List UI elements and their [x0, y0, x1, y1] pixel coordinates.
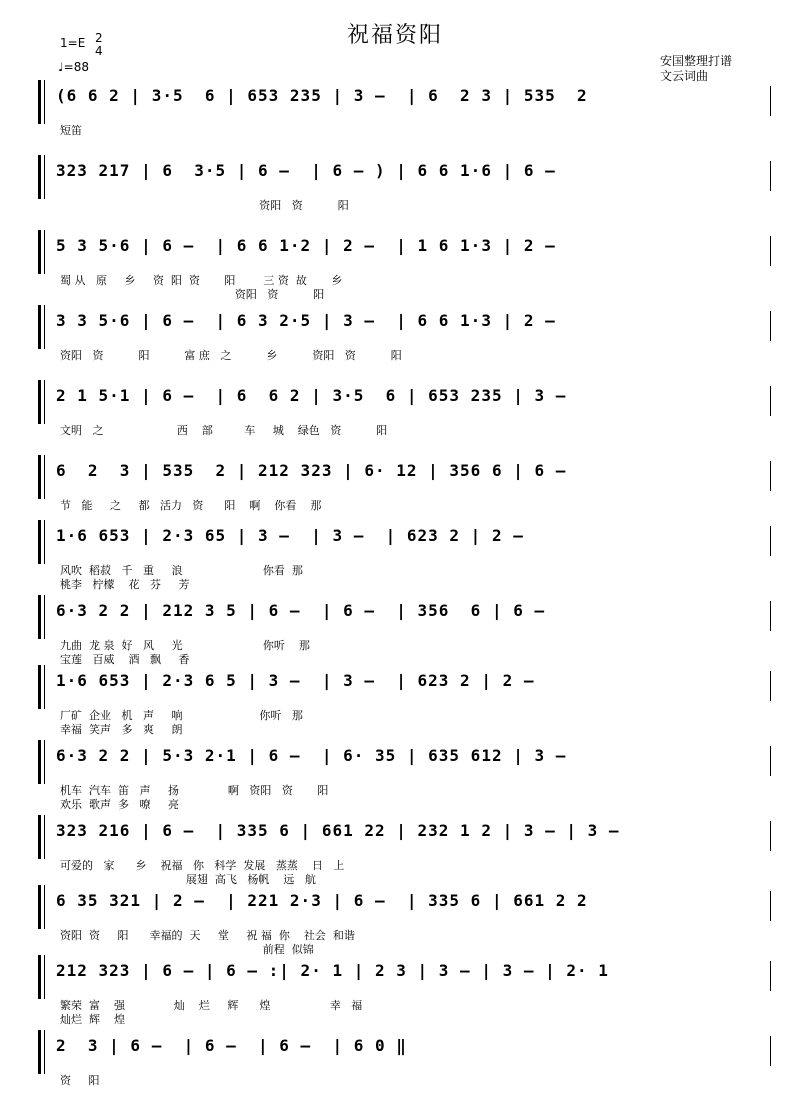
system-bracket-thin	[44, 155, 45, 199]
lyric-line-2: 桃李 柠檬 花 芬 芳	[60, 578, 190, 591]
notation-line: 323 217 | 6 3·5 | 6 – | 6 – ) | 6 6 1·6 | 6 –	[56, 161, 556, 180]
end-barline	[770, 386, 771, 416]
end-barline	[770, 746, 771, 776]
lyric-line-2: 展翅 高飞 杨帆 远 航	[60, 873, 316, 886]
lyric-line: 资 阳	[60, 1074, 100, 1087]
notation-line: 6 35 321 | 2 – | 221 2·3 | 6 – | 335 6 | 661 2 2	[56, 891, 588, 910]
system-bracket-thin	[44, 885, 45, 929]
notation-line: 1·6 653 | 2·3 65 | 3 – | 3 – | 623 2 | 2 –	[56, 526, 524, 545]
notation-line: 5 3 5·6 | 6 – | 6 6 1·2 | 2 – | 1 6 1·3 | 2 –	[56, 236, 556, 255]
end-barline	[770, 821, 771, 851]
notation-line: 212 323 | 6 – | 6 – :| 2· 1 | 2 3 | 3 – | 3 – | 2· 1	[56, 961, 609, 980]
lyric-line-2: 资阳 资 阳	[60, 288, 325, 301]
end-barline	[770, 526, 771, 556]
system-bracket-thin	[44, 740, 45, 784]
page-title: 祝福资阳	[346, 23, 443, 48]
end-barline	[770, 961, 771, 991]
notation-line: 2 3 | 6 – | 6 – | 6 – | 6 0 ‖	[56, 1036, 407, 1055]
lyric-line: 风吹 稻菽 千 重 浪 你看 那	[60, 564, 303, 577]
end-barline	[770, 461, 771, 491]
arranger-credit: 安国整理打谱	[660, 54, 733, 68]
key-signature: 1=E	[60, 36, 86, 50]
lyric-line: 短笛	[60, 124, 82, 137]
lyric-line: 资阳 资 阳	[60, 199, 349, 212]
lyric-line: 节 能 之 都 活力 资 阳 啊 你看 那	[60, 499, 322, 512]
system-bracket-thin	[44, 80, 45, 124]
system-bracket-thin	[44, 595, 45, 639]
system-bracket-thin	[44, 815, 45, 859]
time-bottom: 4	[95, 44, 103, 58]
end-barline	[770, 311, 771, 341]
end-barline	[770, 891, 771, 921]
notation-line: 3 3 5·6 | 6 – | 6 3 2·5 | 3 – | 6 6 1·3 | 2 –	[56, 311, 556, 330]
notation-line: 323 216 | 6 – | 335 6 | 661 22 | 232 1 2 | 3 – | 3 –	[56, 821, 620, 840]
lyric-line-2: 幸福 笑声 多 爽 朗	[60, 723, 183, 736]
lyric-line: 可爱的 家 乡 祝福 你 科学 发展 蒸蒸 日 上	[60, 859, 345, 872]
lyric-line: 资阳 资 阳 富 庶 之 乡 资阳 资 阳	[60, 349, 402, 362]
end-barline	[770, 671, 771, 701]
notation-line: 6·3 2 2 | 212 3 5 | 6 – | 6 – | 356 6 | 6 –	[56, 601, 546, 620]
lyric-line: 资阳 资 阳 幸福的 天 堂 祝 福 你 社会 和谐	[60, 929, 355, 942]
notation-line: 6 2 3 | 535 2 | 212 323 | 6· 12 | 356 6 | 6 –	[56, 461, 567, 480]
end-barline	[770, 1036, 771, 1066]
lyric-line-2: 灿烂 辉 煌	[60, 1013, 125, 1026]
lyric-line: 蜀 从 原 乡 资 阳 资 阳 三 资 故 乡	[60, 274, 343, 287]
system-bracket-thin	[44, 380, 45, 424]
end-barline	[770, 236, 771, 266]
lyric-line: 九曲 龙 泉 好 风 光 你听 那	[60, 639, 310, 652]
system-bracket-thin	[44, 1030, 45, 1074]
notation-line: 1·6 653 | 2·3 6 5 | 3 – | 3 – | 623 2 | 2 –	[56, 671, 535, 690]
lyric-line: 文明 之 西 部 车 城 绿色 资 阳	[60, 424, 388, 437]
lyric-line: 繁荣 富 强 灿 烂 辉 煌 幸 福	[60, 999, 363, 1012]
system-bracket-thin	[44, 305, 45, 349]
end-barline	[770, 161, 771, 191]
system-bracket-thin	[44, 665, 45, 709]
end-barline	[770, 86, 771, 116]
lyric-line-2: 欢乐 歌声 多 嘹 亮	[60, 798, 179, 811]
system-bracket-thin	[44, 520, 45, 564]
system-bracket-thin	[44, 955, 45, 999]
lyric-line: 机车 汽车 笛 声 扬 啊 资阳 资 阳	[60, 784, 329, 797]
tempo-marking: ♩=88	[58, 60, 89, 74]
system-bracket-thin	[44, 455, 45, 499]
lyric-line-2: 宝莲 百威 酒 飘 香	[60, 653, 190, 666]
time-top: 2	[95, 31, 103, 45]
time-signature	[95, 32, 103, 58]
system-bracket-thin	[44, 230, 45, 274]
composer-credit: 文云词曲	[660, 69, 709, 83]
lyric-line-2: 前程 似锦	[60, 943, 314, 956]
notation-line: 6·3 2 2 | 5·3 2·1 | 6 – | 6· 35 | 635 612 | 3 –	[56, 746, 567, 765]
end-barline	[770, 601, 771, 631]
notation-line: (6 6 2 | 3·5 6 | 653 235 | 3 – | 6 2 3 | 535 2	[56, 86, 588, 105]
lyric-line: 厂矿 企业 机 声 响 你听 那	[60, 709, 303, 722]
notation-line: 2 1 5·1 | 6 – | 6 6 2 | 3·5 6 | 653 235 | 3 –	[56, 386, 567, 405]
